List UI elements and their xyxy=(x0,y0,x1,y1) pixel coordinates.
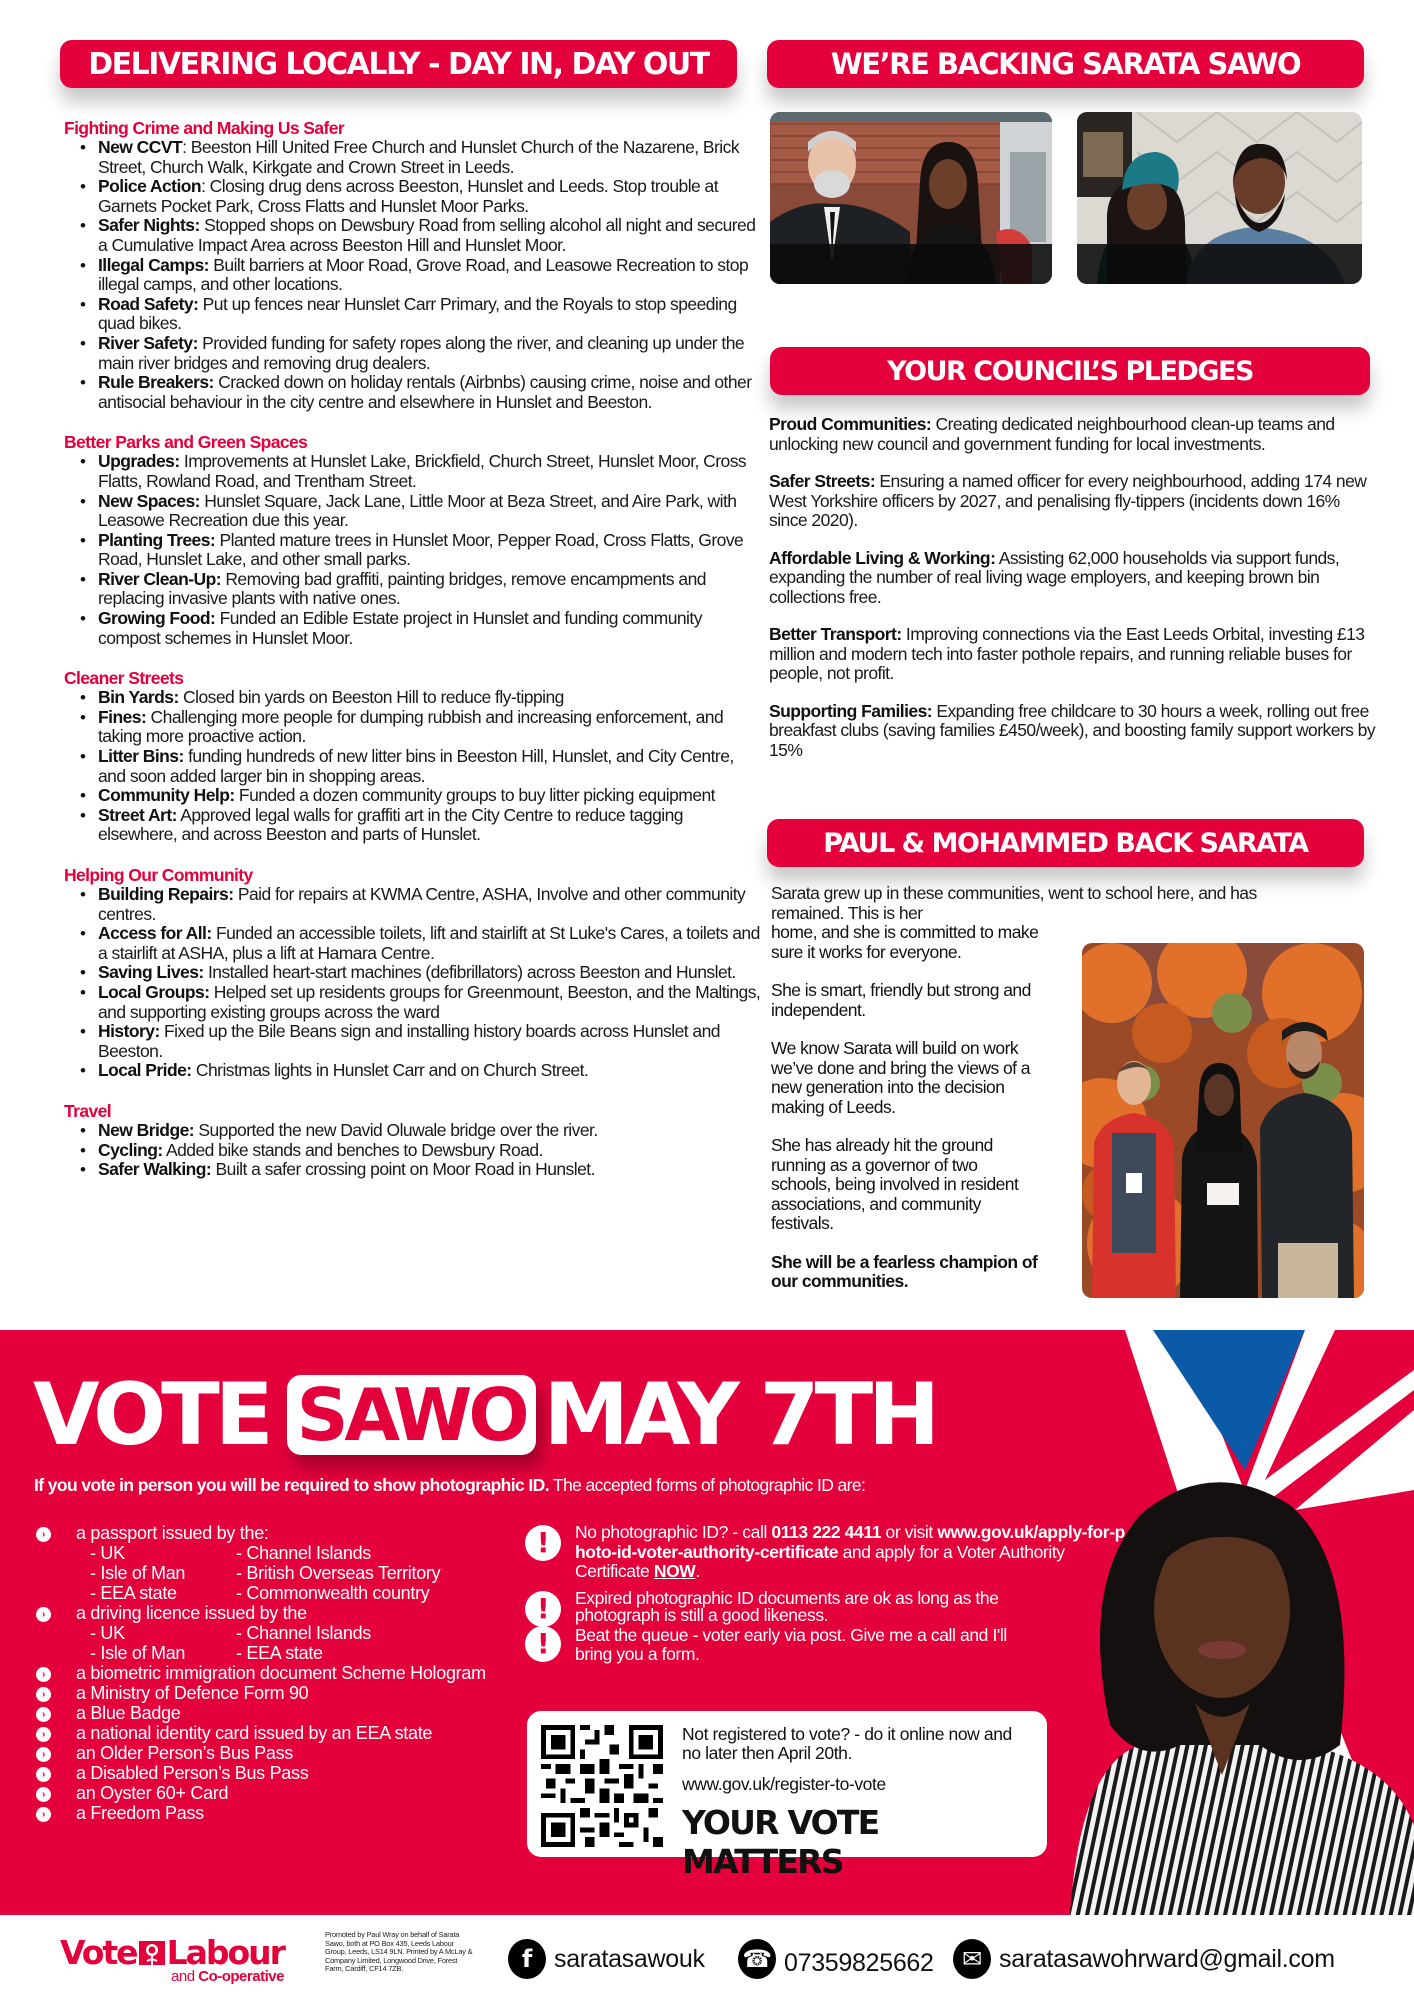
issuer: - British Overseas Territory xyxy=(236,1563,441,1583)
achievement-label: Safer Nights: xyxy=(98,215,200,236)
chevron-right-icon: › xyxy=(36,1687,51,1702)
achievement-label: Road Safety: xyxy=(98,293,199,314)
achievement-item xyxy=(98,688,764,708)
qr-code[interactable] xyxy=(541,1725,663,1847)
photo-caption-bar xyxy=(1077,244,1362,284)
achievement-text: Built a safer crossing point on Moor Road in Hunslet. xyxy=(211,1159,595,1180)
backing-heading: WE’RE BACKING SARATA SAWO xyxy=(767,40,1364,88)
photo-id-requirement: If you vote in person you will be required to show photographic ID. xyxy=(34,1475,549,1495)
pledges-heading: YOUR COUNCIL’S PLEDGES xyxy=(770,347,1370,395)
chevron-right-icon: › xyxy=(36,1667,51,1682)
achievement-text: Funded an Edible Estate project in Hunslet and funding community compost schemes in Hunslet Moor. xyxy=(98,608,702,648)
vote-matters-slogan: YOUR VOTE MATTERS xyxy=(682,1803,879,1881)
achievement-label: New Bridge: xyxy=(98,1119,195,1140)
note-text: Expired photographic ID documents are ok as long as the xyxy=(575,1587,999,1608)
achievement-section xyxy=(64,1101,764,1180)
achievement-item xyxy=(98,531,764,570)
labour-rose-icon xyxy=(139,1939,165,1967)
achievement-text: Funded a dozen community groups to buy litter picking equipment xyxy=(234,785,715,806)
id-type: a Ministry of Defence Form 90 xyxy=(76,1683,309,1703)
achievement-text: Installed heart-start machines (defibrillators) across Beeston and Hunslet. xyxy=(203,962,736,983)
achievement-item xyxy=(98,983,764,1022)
achievement-label: New CCVT xyxy=(98,137,183,157)
candidate-portrait xyxy=(1010,1445,1414,1915)
achievement-text: Supported the new David Oluwale bridge over the river. xyxy=(194,1119,598,1140)
issuer: - UK xyxy=(90,1543,125,1563)
issuer: - Isle of Man xyxy=(90,1563,186,1583)
issuer: - EEA state xyxy=(236,1643,323,1663)
label-separator: : xyxy=(182,137,187,157)
achievement-bullets xyxy=(64,688,764,845)
achievement-label: Fines: xyxy=(98,706,147,727)
achievement-text: Put up fences near Hunslet Carr Primary, and the Royals to stop speeding quad bikes. xyxy=(98,293,737,334)
pledge-label: Affordable Living & Working: xyxy=(769,547,996,568)
achievement-item xyxy=(98,177,764,216)
achievement-label: New Spaces: xyxy=(98,490,200,511)
achievement-text: Planted mature trees in Hunslet Moor, Pepper Road, Cross Flatts, Grove Road, Hunslet Lake, and other small parks. xyxy=(98,529,744,570)
achievement-item xyxy=(98,334,764,373)
accepted-id-item xyxy=(36,1723,506,1743)
note-no-photo-id xyxy=(525,1523,1125,1582)
facebook-icon: f xyxy=(508,1939,546,1979)
achievement-label: Growing Food: xyxy=(98,608,216,629)
headline-date: MAY 7TH xyxy=(543,1365,936,1465)
voting-notes xyxy=(525,1523,1125,1672)
achievement-item xyxy=(98,806,764,845)
logo-vote-text: Vote xyxy=(60,1933,137,1972)
achievement-label: Bin Yards: xyxy=(98,687,179,708)
achievement-label: Safer Walking: xyxy=(98,1159,212,1180)
achievement-item xyxy=(98,1121,764,1141)
achievement-item xyxy=(98,1022,764,1061)
bio-paragraph: We know Sarata will build on work we’ve done and bring the views of a new generation into the decision making of Leeds. xyxy=(771,1038,1030,1117)
achievement-label: Building Repairs: xyxy=(98,884,234,904)
pledge-text: Assisting 62,000 households via support funds, expanding the number of real living wage employers, and keeping brown bin collections free. xyxy=(769,547,1340,607)
accepted-id-item xyxy=(36,1603,506,1663)
id-type: a passport issued by the: xyxy=(76,1523,269,1543)
achievement-item xyxy=(98,216,764,255)
accepted-id-item xyxy=(36,1783,506,1803)
achievement-text: Paid for repairs at KWMA Centre, ASHA, Involve and other community centres. xyxy=(98,884,746,924)
vote-labour-logo xyxy=(60,1933,284,1985)
photo-caption-bar xyxy=(770,244,1052,284)
chevron-right-icon: › xyxy=(36,1767,51,1782)
achievement-item xyxy=(98,747,764,786)
id-type: a Disabled Person’s Bus Pass xyxy=(76,1763,309,1783)
photo-id-intro xyxy=(34,1475,865,1496)
id-type: an Oyster 60+ Card xyxy=(76,1783,229,1803)
achievement-text: funding hundreds of new litter bins in Beeston Hill, Hunslet, and City Centre, and soon added larger bin in shopping areas. xyxy=(98,746,734,786)
note-text: Beat the queue - voter early via post. Give me a call and I'll bring you a form. xyxy=(575,1624,1007,1664)
achievement-text: Provided funding for safety ropes along the river, and cleaning up under the main river bridges and removing drug dealers. xyxy=(98,332,745,373)
achievement-text: Hunslet Square, Jack Lane, Little Moor at Beza Street, and Aire Park, with Leasowe Recreation due this year. xyxy=(98,490,737,531)
achievement-item xyxy=(98,138,764,177)
achievement-text: Beeston Hill United Free Church and Hunslet Church of the Nazarene, Brick Street, Church Walk, Kirkgate and Crown Street in Leeds. xyxy=(98,137,740,177)
pledge-label: Proud Communities: xyxy=(769,414,932,434)
achievement-bullets xyxy=(64,1121,764,1180)
note-text: . xyxy=(695,1561,700,1581)
chevron-right-icon: › xyxy=(36,1747,51,1762)
achievement-text: Fixed up the Bile Beans sign and installing history boards across Hunslet and Beeston. xyxy=(98,1021,720,1061)
candidate-bio-continued xyxy=(771,923,1051,1292)
section-title: Fighting Crime and Making Us Safer xyxy=(64,118,345,138)
headline-vote: VOTE xyxy=(33,1365,269,1465)
pledge-label: Safer Streets: xyxy=(769,471,876,491)
achievement-label: Access for All: xyxy=(98,923,212,944)
pledge-item xyxy=(769,625,1381,684)
note-text: photograph is still a good likeness. xyxy=(575,1605,829,1625)
achievement-bullets xyxy=(64,885,764,1081)
issuer: - EEA state xyxy=(90,1583,177,1603)
pledge-label: Better Transport: xyxy=(769,624,902,644)
voter-authority-link[interactable]: www.gov.uk/apply-for-photo-id-voter-authority-certificate xyxy=(575,1522,1125,1562)
chevron-right-icon: › xyxy=(36,1787,51,1802)
achievement-section xyxy=(64,118,764,412)
bio-paragraph: home, and she is committed to make sure it works for everyone. xyxy=(771,922,1039,962)
issuer: - Isle of Man xyxy=(90,1643,186,1663)
backers-heading: PAUL & MOHAMMED BACK SARATA xyxy=(767,819,1364,867)
pledge-item xyxy=(769,472,1381,531)
footer xyxy=(0,1915,1414,1999)
achievement-item xyxy=(98,609,764,648)
phone-icon: ☎ xyxy=(738,1939,776,1979)
bio-paragraph: Sarata grew up in these communities, went to school here, and has remained. This is her xyxy=(771,883,1257,923)
pledge-item xyxy=(769,702,1381,761)
achievement-label: Rule Breakers: xyxy=(98,372,214,393)
pledge-item xyxy=(769,415,1381,454)
issuer-row xyxy=(76,1543,506,1563)
bio-paragraph: She has already hit the ground running as a governor of two schools, being involved in resident associations, and community festivals. xyxy=(771,1135,1019,1233)
id-type: a national identity card issued by an EEA state xyxy=(76,1723,433,1743)
achievement-item xyxy=(98,885,764,924)
achievement-text: Cracked down on holiday rentals (Airbnbs) causing crime, noise and other antisocial behaviour in the city centre and elsewhere in Hunslet and Beeston. xyxy=(98,372,752,412)
headline-candidate-name: SAWO xyxy=(287,1375,536,1455)
chevron-right-icon: › xyxy=(36,1807,51,1822)
accepted-id-item xyxy=(36,1703,506,1723)
vote-headline xyxy=(33,1365,936,1465)
achievements-list xyxy=(64,118,764,1200)
achievement-item xyxy=(98,295,764,334)
achievement-item xyxy=(98,924,764,963)
achievement-item xyxy=(98,1160,764,1180)
achievement-item xyxy=(98,963,764,983)
achievement-label: Local Groups: xyxy=(98,981,210,1002)
achievement-text: Christmas lights in Hunslet Carr and on Church Street. xyxy=(191,1060,589,1081)
achievement-text: Added bike stands and benches to Dewsbury Road. xyxy=(162,1139,543,1160)
achievement-text: Challenging more people for dumping rubbish and increasing enforcement, and taking more proactive action. xyxy=(98,706,724,747)
exclamation-icon: ! xyxy=(525,1525,561,1561)
issuer: - Channel Islands xyxy=(236,1543,371,1563)
logo-labour-text: Labour xyxy=(166,1933,284,1972)
achievement-item xyxy=(98,373,764,412)
id-type: a Freedom Pass xyxy=(76,1803,204,1823)
achievement-bullets xyxy=(64,452,764,648)
achievement-label: Local Pride: xyxy=(98,1060,192,1081)
achievement-text: Closing drug dens across Beeston, Hunslet and Leeds. Stop trouble at Garnets Pocket Park, Cross Flatts and Hunslet Moor Parks. xyxy=(98,176,719,216)
achievement-item xyxy=(98,570,764,609)
note-text: or visit xyxy=(881,1522,938,1542)
achievement-label: River Safety: xyxy=(98,332,198,353)
exclamation-icon: ! xyxy=(525,1626,561,1662)
achievement-label: Illegal Camps: xyxy=(98,254,209,275)
achievement-text: Closed bin yards on Beeston Hill to reduce fly-tipping xyxy=(178,687,564,708)
register-to-vote-card xyxy=(527,1711,1047,1881)
facebook-contact[interactable] xyxy=(508,1939,705,1979)
phone-contact[interactable] xyxy=(738,1939,934,1979)
register-deadline-text: Not registered to vote? - do it online now and no later then April 20th. xyxy=(682,1724,1012,1763)
achievement-text: Helped set up residents groups for Greenmount, Beeston, and the Maltings, and supporting existing groups across the ward xyxy=(98,981,761,1022)
pledge-item xyxy=(769,549,1381,608)
issuer: - Commonwealth country xyxy=(236,1583,430,1603)
vote-section xyxy=(0,1330,1414,1915)
accepted-id-item xyxy=(36,1743,506,1763)
logo-coop-text: Co-operative xyxy=(198,1968,284,1985)
achievement-label: Street Art: xyxy=(98,804,177,825)
achievement-label: Community Help: xyxy=(98,785,235,806)
achievement-label: Cycling: xyxy=(98,1139,163,1160)
issuer: - UK xyxy=(90,1623,125,1643)
achievement-label: River Clean-Up: xyxy=(98,568,222,589)
note-text: and apply for a Voter Authority Certificate xyxy=(575,1541,1065,1581)
accepted-id-list xyxy=(36,1523,506,1823)
email-icon: ✉ xyxy=(953,1939,991,1979)
section-title: Helping Our Community xyxy=(64,865,253,885)
bio-paragraph: She is smart, friendly but strong and independent. xyxy=(771,980,1031,1020)
photo-mohammed-with-sarata xyxy=(1077,112,1362,284)
issuer-row xyxy=(76,1643,506,1663)
achievement-item xyxy=(98,1141,764,1161)
accepted-id-item xyxy=(36,1523,506,1603)
achievement-item xyxy=(98,786,764,806)
achievement-label: Planting Trees: xyxy=(98,529,216,550)
achievement-bullets xyxy=(64,138,764,412)
achievement-text: Improvements at Hunslet Lake, Brickfield, Church Street, Hunslet Moor, Cross Flatts, Rowland Road, and Trentham Street. xyxy=(98,451,747,491)
chevron-right-icon: › xyxy=(36,1607,51,1622)
achievement-text: Built barriers at Moor Road, Grove Road, and Leasowe Recreation to stop illegal camps, and other locations. xyxy=(98,254,749,295)
id-type: a Blue Badge xyxy=(76,1703,181,1723)
achievement-text: Approved legal walls for graffiti art in the City Centre to reduce tagging elsewhere, and across Beeston and parts of Hunslet. xyxy=(98,804,683,845)
exclamation-icon: ! xyxy=(525,1591,561,1627)
achievement-item xyxy=(98,256,764,295)
pledge-label: Supporting Families: xyxy=(769,700,933,721)
note-text: No photographic ID? - call xyxy=(575,1522,772,1542)
achievement-label: Saving Lives: xyxy=(98,962,204,983)
phone-number[interactable]: 07359825662 xyxy=(784,1948,934,1977)
achievement-section xyxy=(64,432,764,648)
achievement-item xyxy=(98,708,764,747)
accepted-id-item xyxy=(36,1803,506,1823)
chevron-right-icon: › xyxy=(36,1727,51,1742)
council-phone-number[interactable]: 0113 222 4411 xyxy=(771,1522,882,1542)
issuer: - Channel Islands xyxy=(236,1623,371,1643)
achievement-item xyxy=(98,492,764,531)
logo-sub-text: and xyxy=(171,1968,199,1985)
issuer-row xyxy=(76,1583,506,1603)
photo-paul-with-sarata xyxy=(770,112,1052,284)
achievement-label: Police Action xyxy=(98,176,202,197)
section-title: Travel xyxy=(64,1100,111,1121)
chevron-right-icon: › xyxy=(36,1707,51,1722)
achievement-text: Removing bad graffiti, painting bridges, remove encampments and replacing invasive plants with native ones. xyxy=(98,568,706,609)
id-type: a driving licence issued by the xyxy=(76,1603,307,1623)
issuer-row xyxy=(76,1623,506,1643)
register-link[interactable]: www.gov.uk/register-to-vote xyxy=(682,1774,886,1794)
achievement-text: Funded an accessible toilets, lift and stairlift at St Luke's Cares, a toilets and a stairlift at ASHA, plus a lift at Hamara Centre. xyxy=(98,923,760,963)
section-title: Cleaner Streets xyxy=(64,668,184,689)
register-info xyxy=(682,1725,1032,1881)
accepted-id-item xyxy=(36,1763,506,1783)
photo-id-intro-rest: The accepted forms of photographic ID are: xyxy=(548,1475,866,1495)
email-contact[interactable] xyxy=(953,1939,1335,1979)
photo-team-autumn xyxy=(1082,943,1364,1298)
achievement-section xyxy=(64,865,764,1081)
achievement-text: Stopped shops on Dewsbury Road from selling alcohol all night and secured a Cumulative Impact Area across Beeston Hill and Hunslet Moor. xyxy=(98,215,756,255)
pledge-text: Ensuring a named officer for every neighbourhood, adding 174 new West Yorkshire officers by 2027, and penalising fly-tippers (incidents down 16% since 2020). xyxy=(769,471,1367,530)
achievement-label: History: xyxy=(98,1021,160,1042)
achievement-item xyxy=(98,452,764,491)
pledge-text: Improving connections via the East Leeds Orbital, investing £13 million and modern tech into faster pothole repairs, and running reliable buses for people, not profit. xyxy=(769,624,1365,683)
pledges-list xyxy=(769,415,1381,778)
id-type: a biometric immigration document Scheme Hologram xyxy=(76,1663,486,1683)
achievement-item xyxy=(98,1061,764,1081)
achievement-label: Upgrades: xyxy=(98,451,180,472)
note-postal-vote xyxy=(525,1606,1045,1665)
label-separator: : xyxy=(201,176,206,197)
pledge-text: Expanding free childcare to 30 hours a week, rolling out free breakfast clubs (saving families £450/week), and boosting family support workers by 15% xyxy=(769,700,1376,760)
chevron-right-icon: › xyxy=(36,1527,51,1542)
imprint-text: Promoted by Paul Wray on behalf of Sarata Sawo, both at PO Box 435, Leeds Labour Group, Leeds, LS14 9LN. Printed by A McLay & Company Limited, Longwood Drive, Forest Farm, Cardiff, CF14 7ZB. xyxy=(325,1930,473,1974)
achievement-section xyxy=(64,668,764,845)
now-emphasis: NOW xyxy=(653,1561,696,1581)
facebook-handle[interactable]: saratasawouk xyxy=(554,1944,705,1973)
delivering-locally-heading: DELIVERING LOCALLY - DAY IN, DAY OUT xyxy=(60,40,737,88)
issuer-row xyxy=(76,1563,506,1583)
pledge-text: Creating dedicated neighbourhood clean-up teams and unlocking new council and government funding for local investments. xyxy=(769,414,1335,454)
accepted-id-item xyxy=(36,1663,506,1683)
bio-closing-statement: She will be a fearless champion of our communities. xyxy=(771,1251,1038,1291)
achievement-label: Litter Bins: xyxy=(98,746,184,767)
email-address[interactable]: saratasawohrward@gmail.com xyxy=(999,1944,1335,1973)
id-type: an Older Person’s Bus Pass xyxy=(76,1743,293,1763)
section-title: Better Parks and Green Spaces xyxy=(64,432,308,453)
accepted-id-item xyxy=(36,1683,506,1703)
